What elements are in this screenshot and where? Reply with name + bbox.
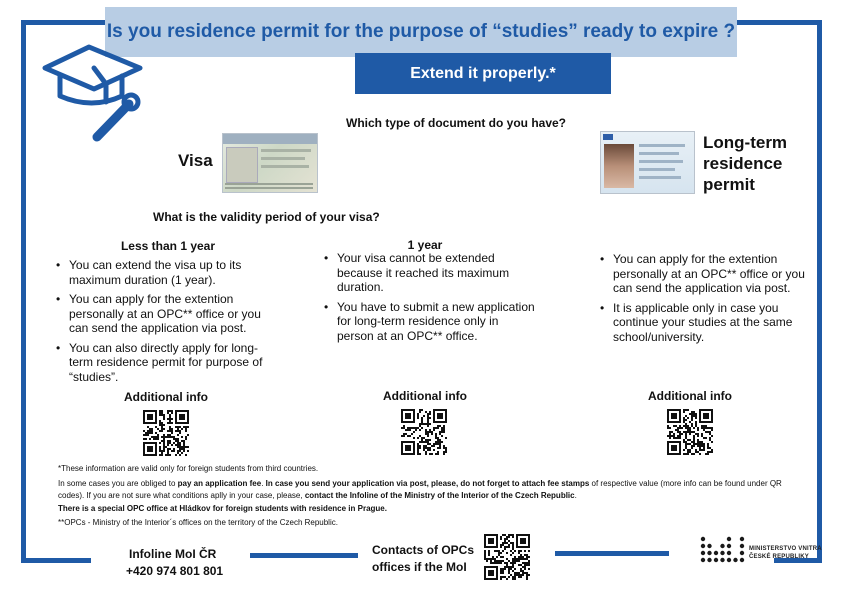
list-item: • Your visa cannot be extended because it reached its maximum duration. bbox=[324, 251, 536, 295]
graduation-cap-icon bbox=[42, 44, 146, 144]
column-heading-1-year: 1 year bbox=[407, 238, 443, 252]
footnote-fee-text-b: pay an application fee bbox=[177, 479, 262, 488]
infoline-phone[interactable]: +420 974 801 801 bbox=[126, 564, 224, 578]
list-item: • You have to submit a new application for long-term residence only in person at an OPC** office. bbox=[324, 300, 536, 344]
contacts-opc bbox=[372, 542, 474, 576]
list-item: • You can apply for the extention personally at an OPC** office or you can send the application via post. bbox=[600, 252, 805, 296]
footnote-fee-text-a: In some cases you are obliged to bbox=[58, 479, 178, 488]
residence-permit-label bbox=[703, 132, 787, 195]
qr-code-2[interactable] bbox=[401, 409, 447, 455]
frame-top-right bbox=[737, 20, 822, 25]
column-2-bullets bbox=[324, 251, 536, 348]
additional-info-label-2: Additional info bbox=[383, 389, 467, 403]
column-1-bullets bbox=[56, 258, 281, 389]
residence-permit-label-line1: Long-term bbox=[703, 133, 788, 152]
ministry-name bbox=[749, 545, 822, 561]
list-item: • You can apply for the extention personally at an OPC** office or you can send the application via post. bbox=[56, 292, 281, 336]
footnote-fee-text-f: contact the Infoline of the Ministry of the Interior of the Czech Republic bbox=[304, 491, 575, 500]
validity-question: What is the validity period of your visa? bbox=[153, 210, 380, 224]
frame-right bbox=[817, 20, 822, 563]
footnote-fee bbox=[58, 478, 783, 502]
qr-code-1[interactable] bbox=[143, 410, 189, 456]
frame-bottom-mid-left bbox=[250, 553, 358, 558]
page-title: Is you residence permit for the purpose of “studies” ready to expire ? bbox=[105, 7, 737, 57]
frame-bottom-mid-right bbox=[555, 551, 669, 556]
footnote-third-countries: *These information are valid only for foreign students from third countries. bbox=[58, 464, 319, 473]
qr-code-3[interactable] bbox=[667, 409, 713, 455]
infoline bbox=[126, 546, 223, 580]
ministry-name-line-2: ČESKÉ REPUBLIKY bbox=[749, 554, 810, 560]
footnote-fee-text-d: In case you send your application via post, please, do not forget to attach fee stamps bbox=[265, 479, 590, 488]
ministry-name-line-1: MINISTERSTVO VNITRA bbox=[749, 546, 822, 552]
column-3-bullets bbox=[600, 252, 805, 349]
footnote-fee-text-c: . bbox=[261, 479, 266, 488]
infoline-label: Infoline MoI ČR bbox=[129, 547, 217, 561]
residence-permit-label-line2: residence bbox=[703, 154, 783, 173]
residence-permit-label-line3: permit bbox=[703, 175, 755, 194]
list-item: • You can extend the visa up to its maximum duration (1 year). bbox=[56, 258, 281, 287]
ministry-logo-icon bbox=[700, 533, 746, 567]
footnote-fee-text-g: . bbox=[574, 491, 577, 500]
footnote-hladkov: There is a special OPC office at Hládkov for foreign students with residence in Prague. bbox=[58, 504, 387, 513]
page-subtitle: Extend it properly.* bbox=[355, 53, 611, 94]
additional-info-label-1: Additional info bbox=[124, 390, 208, 404]
residence-permit-card-image bbox=[600, 131, 695, 194]
doc-type-question: Which type of document do you have? bbox=[346, 116, 567, 130]
frame-top-left bbox=[21, 20, 106, 25]
frame-bottom-left bbox=[21, 558, 91, 563]
list-item: • It is applicable only in case you continue your studies at the same school/university. bbox=[600, 301, 805, 345]
contacts-line-2: offices if the MoI bbox=[372, 560, 467, 574]
list-item: • You can also directly apply for long-term residence permit for purpose of “studies”. bbox=[56, 341, 281, 385]
footnote-opc-definition: **OPCs - Ministry of the Interior´s offices on the territory of the Czech Republic. bbox=[58, 518, 338, 527]
visa-label: Visa bbox=[178, 151, 213, 170]
contacts-line-1: Contacts of OPCs bbox=[372, 543, 475, 557]
visa-document-image bbox=[222, 133, 318, 193]
frame-left bbox=[21, 20, 26, 563]
additional-info-label-3: Additional info bbox=[648, 389, 732, 403]
footnote-fee-text-e: of respective value (more info can be found under QR codes). If you are not sure what conditions aplly in your case, please, bbox=[58, 479, 782, 500]
qr-code-contacts[interactable] bbox=[484, 534, 530, 580]
column-heading-less-than-1-year: Less than 1 year bbox=[120, 239, 216, 253]
